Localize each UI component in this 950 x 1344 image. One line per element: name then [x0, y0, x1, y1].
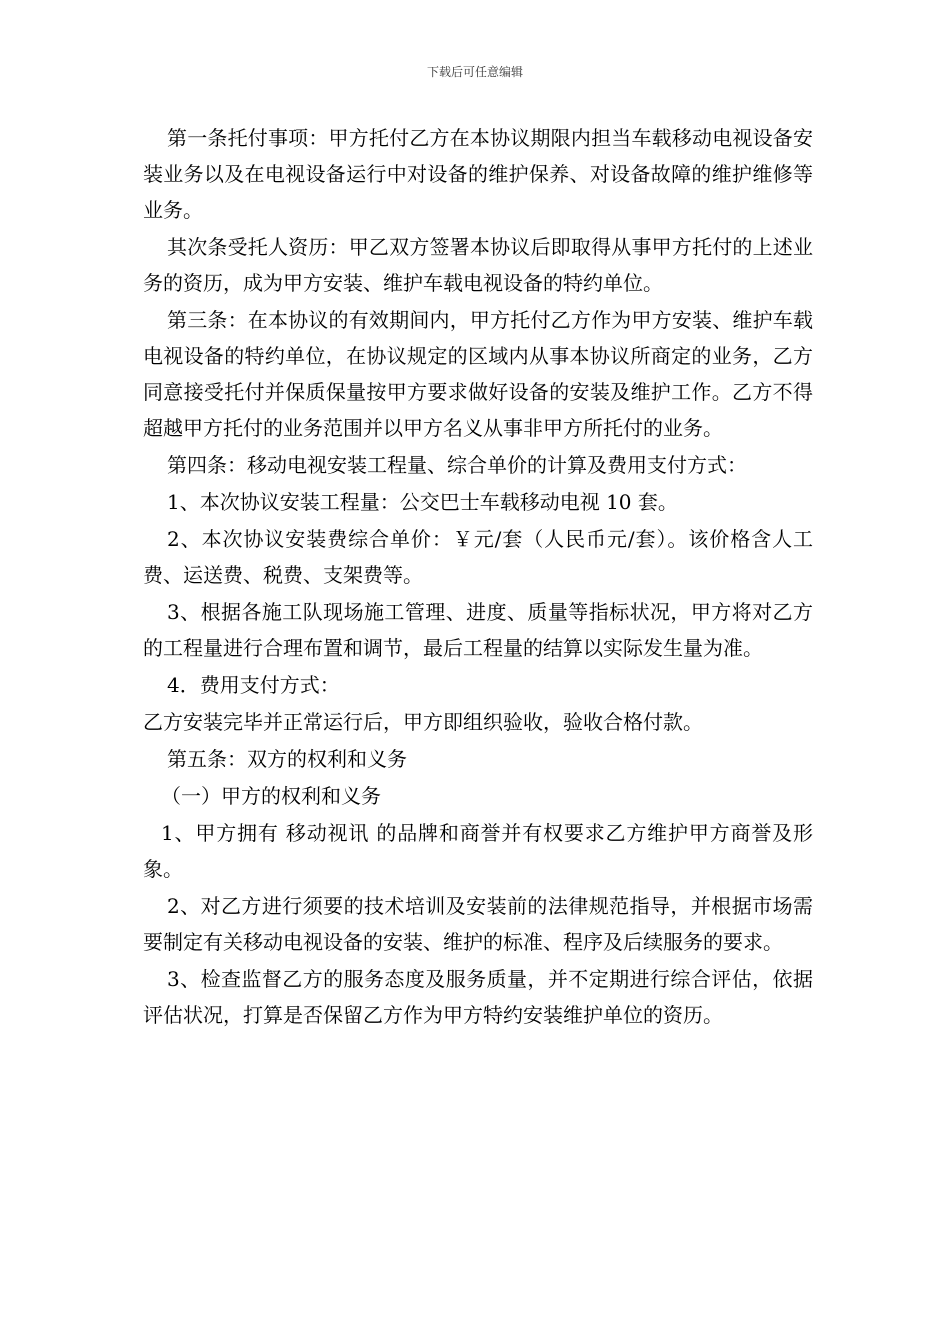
paragraph-article-2: 其次条受托人资历：甲乙双方签署本协议后即取得从事甲方托付的上述业务的资历，成为甲方安装、维护车载电视设备的特约单位。	[143, 235, 813, 295]
paragraph-article-3: 第三条：在本协议的有效期间内，甲方托付乙方作为甲方安装、维护车载电视设备的特约单位，在协议规定的区域内从事本协议所商定的业务，乙方同意接受托付并保质保量按甲方要求做好设备的安装及维护工作。乙方不得超越甲方托付的业务范围并以甲方名义从事非甲方所托付的业务。	[143, 308, 813, 440]
paragraph-article-5: 第五条：双方的权利和义务	[167, 747, 407, 771]
paragraph-party-a-item-3: 3、检查监督乙方的服务态度及服务质量，并不定期进行综合评估，依据评估状况，打算是否保留乙方作为甲方特约安装维护单位的资历。	[143, 967, 813, 1027]
paragraph-section-party-a: （一）甲方的权利和义务	[161, 784, 381, 808]
document-body	[143, 120, 813, 1034]
paragraph-article-4-item-1: 1、本次协议安装工程量：公交巴士车载移动电视 10 套。	[167, 490, 678, 514]
paragraph-party-a-item-2: 2、对乙方进行须要的技术培训及安装前的法律规范指导，并根据市场需要制定有关移动电视设备的安装、维护的标准、程序及后续服务的要求。	[143, 894, 813, 954]
paragraph-article-4-item-3: 3、根据各施工队现场施工管理、进度、质量等指标状况，甲方将对乙方的工程量进行合理布置和调节，最后工程量的结算以实际发生量为准。	[143, 600, 813, 660]
paragraph-article-4: 第四条：移动电视安装工程量、综合单价的计算及费用支付方式：	[167, 453, 747, 477]
paragraph-article-4-item-2: 2、本次协议安装费综合单价：￥元/套（人民币元/套）。该价格含人工费、运送费、税费、支架费等。	[143, 527, 813, 587]
paragraph-party-a-item-1: 1、甲方拥有 移动视讯 的品牌和商誉并有权要求乙方维护甲方商誉及形象。	[143, 821, 813, 881]
paragraph-payment-detail: 乙方安装完毕并正常运行后，甲方即组织验收，验收合格付款。	[143, 710, 703, 734]
paragraph-article-1: 第一条托付事项：甲方托付乙方在本协议期限内担当车载移动电视设备安装业务以及在电视设备运行中对设备的维护保养、对设备故障的维护维修等业务。	[143, 126, 813, 222]
paragraph-article-4-item-4: 4．费用支付方式：	[167, 673, 340, 697]
page-header: 下载后可任意编辑	[426, 65, 523, 79]
